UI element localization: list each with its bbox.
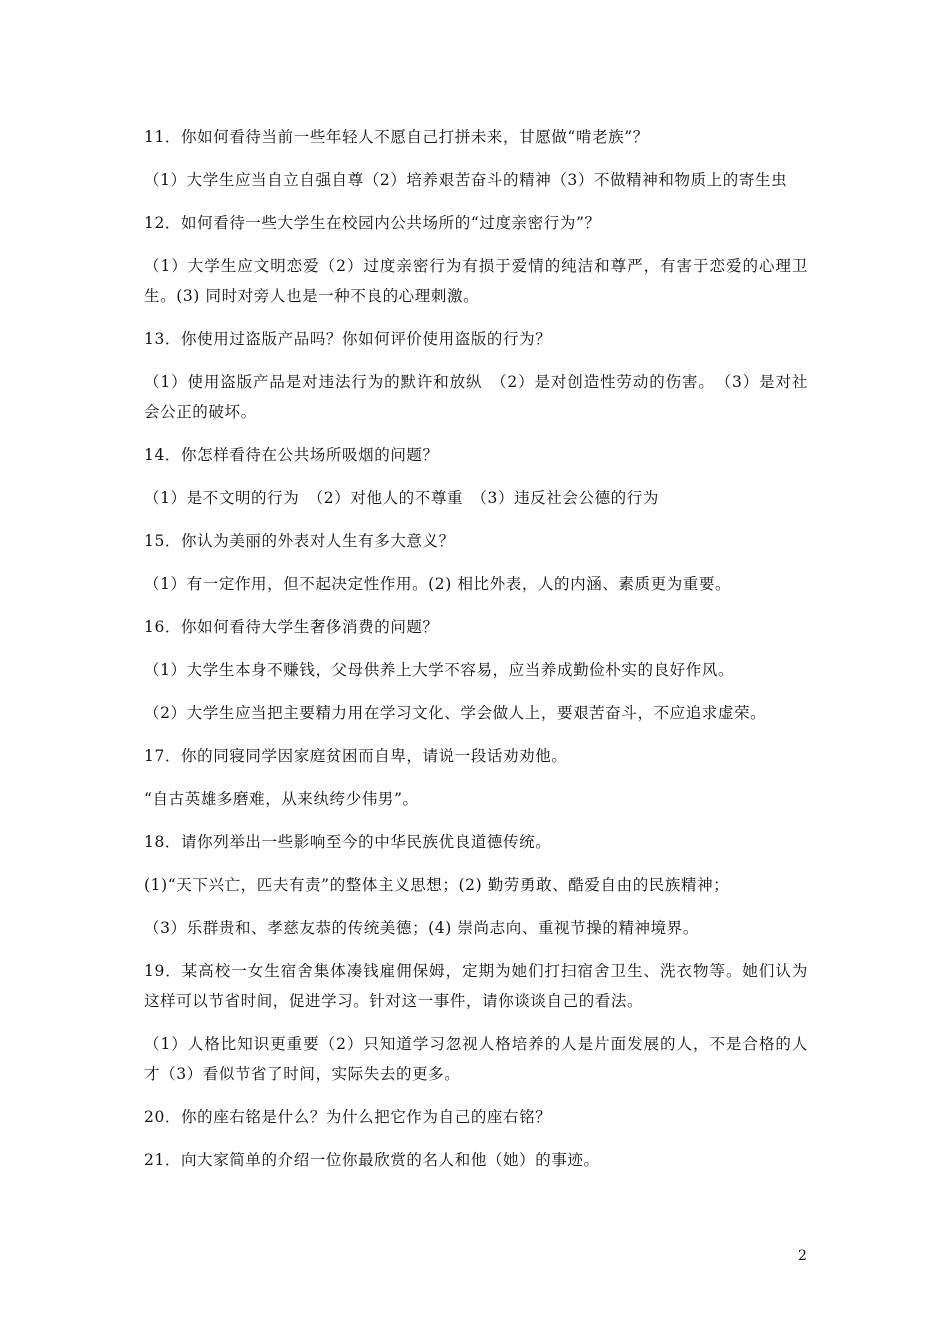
page-number: 2 <box>798 1248 807 1264</box>
document-body <box>144 122 808 1188</box>
question-16: 16．你如何看待大学生奢侈消费的问题？ <box>144 618 439 636</box>
answer-18-part-1: (1)“天下兴亡，匹夫有责”的整体主义思想；(2) 勤劳勇敢、酷爱自由的民族精神； <box>144 876 730 894</box>
answer-16-part-2: （2）大学生应当把主要精力用在学习文化、学会做人上，要艰苦奋斗，不应追求虚荣。 <box>144 704 767 722</box>
answer-13: （1）使用盗版产品是对违法行为的默许和放纵 （2）是对创造性劳动的伤害。 （3）是对社会公正的破坏。 <box>144 373 808 421</box>
answer-12: （1）大学生应文明恋爱（2）过度亲密行为有损于爱情的纯洁和尊严，有害于恋爱的心理卫生。(3) 同时对旁人也是一种不良的心理刺激。 <box>144 257 808 305</box>
question-19: 19．某高校一女生宿舍集体凑钱雇佣保姆，定期为她们打扫宿舍卫生、洗衣物等。她们认为这样可以节省时间，促进学习。针对这一事件，请你谈谈自己的看法。 <box>144 962 808 1010</box>
answer-11: （1）大学生应当自立自强自尊（2）培养艰苦奋斗的精神（3）不做精神和物质上的寄生虫 <box>144 171 788 189</box>
question-18: 18．请你列举出一些影响至今的中华民族优良道德传统。 <box>144 833 552 851</box>
question-17: 17．你的同寝同学因家庭贫困而自卑，请说一段话劝劝他。 <box>144 747 568 765</box>
question-14: 14．你怎样看待在公共场所吸烟的问题？ <box>144 446 439 464</box>
answer-17: “自古英雄多磨难，从来纨绔少伟男”。 <box>144 790 419 808</box>
question-20: 20．你的座右铭是什么？为什么把它作为自己的座右铭？ <box>144 1108 552 1126</box>
question-21: 21．向大家简单的介绍一位你最欣赏的名人和他（她）的事迹。 <box>144 1151 600 1169</box>
answer-14: （1）是不文明的行为 （2）对他人的不尊重 （3）违反社会公德的行为 <box>144 489 659 507</box>
answer-15: （1）有一定作用，但不起决定性作用。(2) 相比外表，人的内涵、素质更为重要。 <box>144 575 732 593</box>
question-11: 11．你如何看待当前一些年轻人不愿自己打拼未来，甘愿做“啃老族”？ <box>144 128 649 146</box>
question-12: 12．如何看待一些大学生在校园内公共场所的“过度亲密行为”？ <box>144 214 601 232</box>
question-13: 13．你使用过盗版产品吗？你如何评价使用盗版的行为？ <box>144 330 552 348</box>
answer-16-part-1: （1）大学生本身不赚钱，父母供养上大学不容易，应当养成勤俭朴实的良好作风。 <box>144 661 735 679</box>
answer-18-part-2: （3）乐群贵和、孝慈友恭的传统美德；(4) 崇尚志向、重视节操的精神境界。 <box>144 919 699 937</box>
answer-19: （1）人格比知识更重要（2）只知道学习忽视人格培养的人是片面发展的人，不是合格的人才（3）看似节省了时间，实际失去的更多。 <box>144 1035 808 1083</box>
question-15: 15．你认为美丽的外表对人生有多大意义？ <box>144 532 455 550</box>
